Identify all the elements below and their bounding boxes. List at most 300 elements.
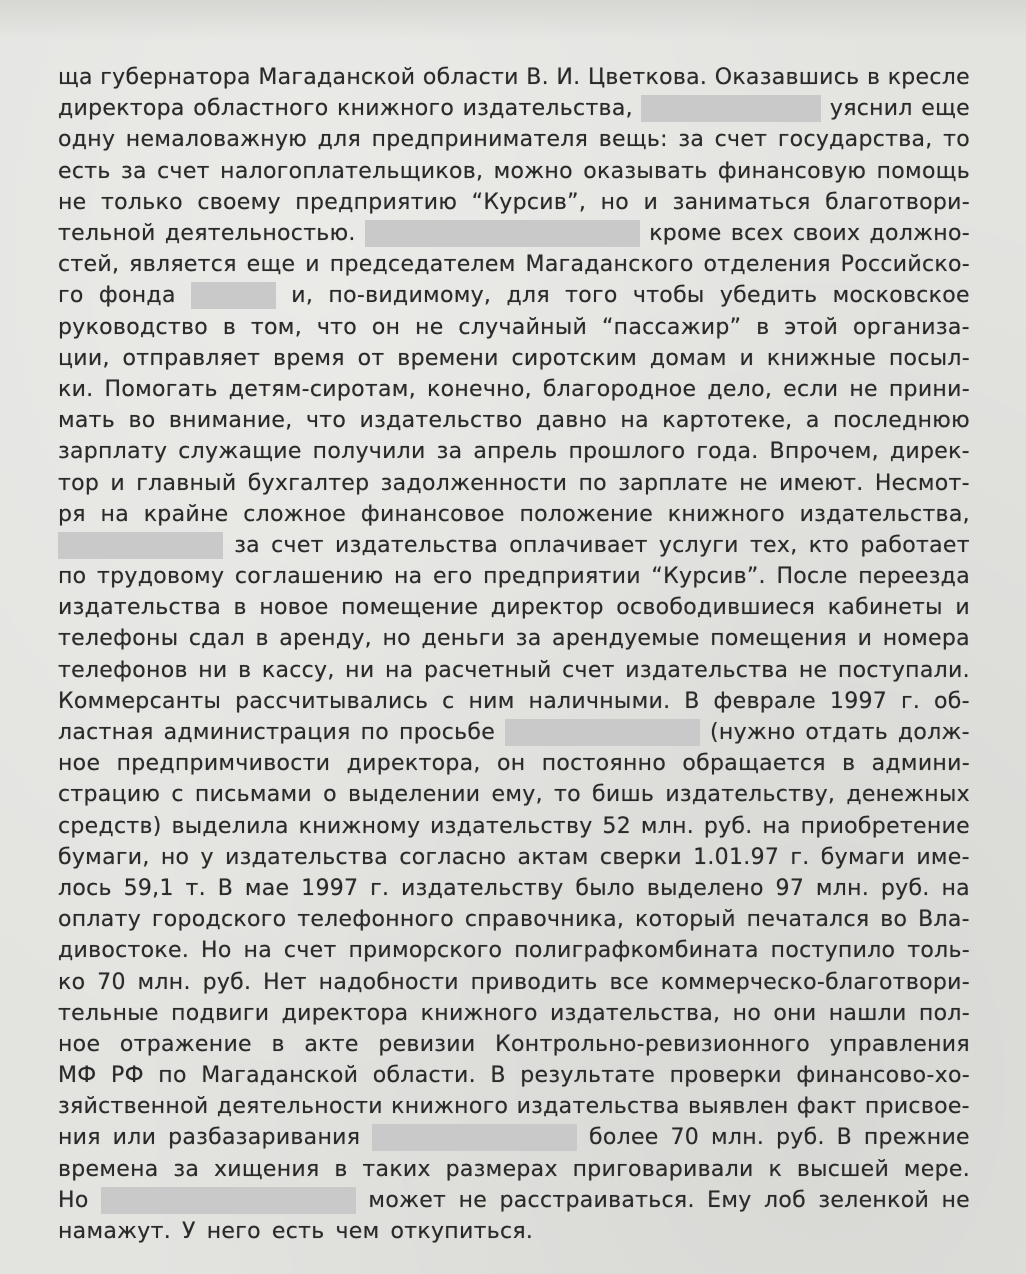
word: на	[243, 938, 273, 964]
word: млн.	[137, 969, 191, 995]
word: МФ	[58, 1063, 97, 1089]
word: и	[643, 189, 659, 215]
word: нашли	[828, 1000, 907, 1026]
word: с	[171, 782, 184, 808]
word: или	[112, 1125, 157, 1151]
word: счет	[283, 938, 337, 964]
word: ко	[58, 969, 86, 995]
word: ща	[58, 65, 93, 91]
redaction-block	[101, 1187, 356, 1214]
word: от	[357, 345, 385, 371]
word: то	[554, 782, 581, 808]
word: не	[458, 1187, 488, 1213]
word: фонда	[98, 283, 176, 309]
text-line	[58, 873, 970, 904]
word: приобретение	[800, 813, 970, 839]
word: немаловажную	[125, 127, 308, 153]
word: крайне	[143, 501, 229, 527]
word: можно	[493, 158, 573, 184]
word: приводить	[470, 969, 598, 995]
word: оплату	[58, 907, 142, 933]
word: 52	[602, 813, 632, 839]
word: издательства,	[462, 96, 633, 122]
word: во	[128, 408, 156, 434]
word: директора,	[346, 751, 481, 777]
word: на	[620, 408, 649, 434]
word: телефонов	[58, 657, 188, 683]
word: этой	[784, 314, 839, 340]
word: Оказавшись	[714, 65, 860, 91]
word: издательству	[401, 875, 564, 901]
word: Впрочем,	[769, 439, 879, 465]
word: тор	[58, 470, 100, 496]
word: высшей	[796, 1156, 890, 1182]
text-line	[58, 218, 970, 249]
word: приговаривали	[572, 1156, 754, 1182]
word: отделения	[703, 252, 831, 278]
word: актам	[517, 844, 589, 870]
word: переезда	[858, 564, 970, 590]
word: кресле	[887, 65, 970, 91]
word: прежние	[863, 1125, 970, 1151]
word: книжного	[391, 1094, 509, 1120]
word: ревизии	[378, 1031, 476, 1057]
word: деятельности	[216, 1094, 383, 1120]
word: служащие	[178, 439, 302, 465]
word: издательства	[625, 657, 789, 683]
redaction-block	[58, 532, 223, 559]
word: надобности	[318, 969, 459, 995]
word: председателем	[329, 252, 516, 278]
word: а	[805, 408, 820, 434]
word: Нет	[263, 969, 307, 995]
word: но	[732, 1000, 762, 1026]
word: бухгалтер	[247, 470, 370, 496]
text-line	[58, 935, 970, 966]
word: бумаги	[820, 844, 906, 870]
word: соглашению	[234, 564, 384, 590]
text-line	[58, 93, 970, 124]
word: губернатора	[100, 65, 251, 91]
word: тельные	[58, 1000, 159, 1026]
word: чем	[335, 1219, 380, 1245]
word: “Курсив”.	[651, 564, 766, 590]
word: давно	[535, 408, 607, 434]
word: размерах	[445, 1156, 558, 1182]
word: зарплате	[618, 470, 729, 496]
word: письмами	[194, 782, 313, 808]
word: издательства	[335, 532, 499, 558]
word: постоянно	[541, 751, 667, 777]
word: в	[255, 626, 269, 652]
word: и	[739, 345, 755, 371]
word: денежных	[846, 782, 970, 808]
word: своих	[792, 221, 861, 247]
word: помощь	[876, 158, 970, 184]
word: по	[360, 720, 390, 746]
word: новое	[259, 595, 329, 621]
word: аренду,	[279, 626, 372, 652]
word: просьбе	[399, 720, 496, 746]
word: его	[433, 564, 473, 590]
word: деятельностью.	[164, 221, 356, 247]
word: кто	[808, 532, 850, 558]
word: толь-	[907, 938, 970, 964]
word: прини-	[888, 376, 970, 402]
word: книжные	[766, 345, 877, 371]
word: стей,	[58, 252, 120, 278]
word: проверки	[669, 1063, 782, 1089]
word: выделено	[646, 875, 764, 901]
word: мере.	[903, 1156, 970, 1182]
word: в	[233, 595, 247, 621]
word: млн.	[710, 1125, 765, 1151]
word: не	[798, 657, 828, 683]
text-line	[58, 249, 970, 280]
text-line	[58, 343, 970, 374]
word: хищения	[213, 1156, 320, 1182]
word: убедить	[719, 283, 818, 309]
word: года.	[696, 439, 759, 465]
word: расстраиваться.	[499, 1187, 695, 1213]
word: ря	[58, 501, 86, 527]
word: (нужно	[710, 720, 796, 746]
word: ни	[345, 657, 375, 683]
word: откупиться.	[390, 1219, 534, 1245]
word: “Курсив”,	[471, 189, 587, 215]
word: ему,	[491, 782, 543, 808]
word: мать	[58, 408, 116, 434]
word: который	[635, 907, 736, 933]
word: не	[415, 314, 444, 340]
text-line	[58, 998, 970, 1029]
word: 70	[670, 1125, 700, 1151]
word: Магаданской	[201, 1063, 359, 1089]
word: Но	[201, 938, 232, 964]
word: Цветкова.	[587, 65, 708, 91]
word: издательству,	[665, 782, 836, 808]
word: не	[941, 1187, 970, 1213]
word: отдать	[805, 720, 888, 746]
word: только	[101, 189, 183, 215]
word: помещения	[710, 626, 848, 652]
word: факт	[796, 1094, 857, 1120]
word: Магаданского	[525, 252, 694, 278]
word: картотеке,	[662, 408, 793, 434]
word: времени	[397, 345, 499, 371]
word: по	[578, 470, 607, 496]
word: 1997	[829, 688, 888, 714]
word: приморского	[348, 938, 503, 964]
word: 59,1	[123, 875, 174, 901]
word: руб.	[703, 813, 753, 839]
word: организа-	[852, 314, 970, 340]
word: Помогать	[104, 376, 218, 402]
word: РФ	[111, 1063, 144, 1089]
text-line	[58, 1060, 970, 1091]
word: если	[783, 376, 839, 402]
word: арендуемые	[552, 626, 700, 652]
word: книжного	[420, 1000, 538, 1026]
word: В.	[526, 65, 549, 91]
word: налогоплательщиков,	[220, 158, 484, 184]
word: главный	[136, 470, 237, 496]
word: есть	[271, 1219, 325, 1245]
word: что	[305, 408, 347, 434]
word: расчетный	[423, 657, 552, 683]
word: Российско-	[840, 252, 970, 278]
text-line	[58, 405, 970, 436]
word: мае	[244, 875, 290, 901]
word: ное	[58, 751, 101, 777]
word: ки.	[58, 376, 94, 402]
text-line	[58, 280, 970, 311]
word: После	[776, 564, 848, 590]
word: директора	[58, 96, 185, 122]
text-line	[58, 904, 970, 935]
word: и	[857, 626, 873, 652]
word: дело,	[707, 376, 773, 402]
word: г.	[370, 875, 390, 901]
word: намажут.	[58, 1219, 171, 1245]
word: име-	[916, 844, 970, 870]
word: конечно,	[427, 376, 532, 402]
word: разбазаривания	[168, 1125, 361, 1151]
word: посыл-	[888, 345, 970, 371]
word: может	[368, 1187, 447, 1213]
word: выделила	[171, 813, 289, 839]
redaction-block	[191, 282, 276, 309]
word: было	[575, 875, 636, 901]
word: всех	[730, 221, 784, 247]
word: выявлен	[687, 1094, 789, 1120]
word: к	[768, 1156, 783, 1182]
word: благородное	[542, 376, 697, 402]
word: ни	[198, 657, 228, 683]
word: Вла-	[918, 907, 970, 933]
scan-shadow	[0, 0, 1026, 40]
word: лось	[58, 875, 112, 901]
word: отражение	[119, 1031, 252, 1057]
word: т.	[185, 875, 206, 901]
word: Но	[58, 1187, 89, 1213]
text-line	[58, 811, 970, 842]
word: времена	[58, 1156, 159, 1182]
word: тельной	[58, 221, 156, 247]
word: г.	[900, 688, 921, 714]
word: печатался	[746, 907, 870, 933]
word: “пассажир”	[601, 314, 742, 340]
word: того	[565, 283, 618, 309]
word: го	[58, 283, 84, 309]
word: сверки	[599, 844, 682, 870]
word: помещение	[341, 595, 479, 621]
article-body	[58, 62, 970, 1247]
redaction-block	[505, 719, 700, 746]
word: в	[334, 1156, 348, 1182]
text-line	[58, 1122, 970, 1153]
word: за	[234, 532, 260, 558]
word: администрация	[163, 720, 351, 746]
word: издательства	[516, 1094, 680, 1120]
word: 70	[97, 969, 126, 995]
word: счет	[714, 127, 768, 153]
text-line	[58, 966, 970, 997]
word: не	[739, 470, 768, 496]
word: в	[222, 314, 237, 340]
word: счет	[157, 158, 210, 184]
word: тех,	[749, 532, 798, 558]
word: для	[506, 283, 550, 309]
word: долж-	[897, 720, 970, 746]
word: зарплату	[58, 439, 168, 465]
word: и,	[291, 283, 314, 309]
word: уяснил	[829, 96, 913, 122]
redaction-block	[372, 1124, 577, 1151]
word: таких	[362, 1156, 431, 1182]
word: и	[305, 252, 320, 278]
word: еще	[246, 252, 296, 278]
text-line	[58, 1185, 970, 1216]
text-line	[58, 1154, 970, 1185]
word: услуги	[658, 532, 739, 558]
word: 1.01.97	[693, 844, 780, 870]
text-line	[58, 187, 970, 218]
word: зяйственной	[58, 1094, 209, 1120]
word: директора	[281, 1000, 409, 1026]
word: феврале	[713, 688, 817, 714]
text-line	[58, 374, 970, 405]
word: московское	[832, 283, 970, 309]
text-line	[58, 561, 970, 592]
word: В	[217, 875, 234, 901]
word: вещь:	[598, 127, 668, 153]
word: книжному	[298, 813, 421, 839]
word: на	[762, 813, 791, 839]
redaction-block	[365, 220, 640, 247]
word: для	[317, 127, 362, 153]
redaction-block	[641, 95, 821, 122]
text-line	[58, 1029, 970, 1060]
word: издательства	[225, 844, 389, 870]
word: еще	[921, 96, 970, 122]
word: городского	[151, 907, 287, 933]
word: Несмот-	[874, 470, 970, 496]
word: ластная	[58, 720, 154, 746]
word: но	[160, 844, 190, 870]
word: в	[842, 751, 856, 777]
word: руководство	[58, 314, 209, 340]
word: более	[588, 1125, 659, 1151]
word: коммерческо-благотвори-	[660, 969, 970, 995]
word: получили	[312, 439, 426, 465]
word: Ему	[707, 1187, 752, 1213]
word: Магаданской	[258, 65, 416, 91]
word: последнюю	[833, 408, 970, 434]
word: директор	[490, 595, 604, 621]
word: областного	[193, 96, 329, 122]
word: наличными.	[528, 688, 671, 714]
text-line	[58, 779, 970, 810]
word: телефоны	[58, 626, 179, 652]
word: поступило	[770, 938, 896, 964]
word: руб.	[202, 969, 252, 995]
word: апрель	[473, 439, 558, 465]
word: и	[955, 595, 970, 621]
word: ции,	[58, 345, 110, 371]
word: не	[58, 189, 87, 215]
word: 97	[775, 875, 805, 901]
word: издательства,	[550, 1000, 721, 1026]
word: В	[490, 1063, 506, 1089]
word: обращается	[682, 751, 826, 777]
word: за	[436, 439, 463, 465]
word: по	[58, 564, 87, 590]
word: трудовому	[97, 564, 225, 590]
word: все	[609, 969, 649, 995]
word: В	[684, 688, 700, 714]
word: кабинеты	[827, 595, 943, 621]
text-line	[58, 842, 970, 873]
word: дивостоке.	[58, 938, 190, 964]
word: не	[849, 376, 878, 402]
word: бумаги,	[58, 844, 150, 870]
word: счет	[562, 657, 615, 683]
word: имеют.	[779, 470, 864, 496]
word: кассу,	[261, 657, 335, 683]
text-line	[58, 312, 970, 343]
word: области	[422, 65, 519, 91]
word: предприятии	[483, 564, 641, 590]
text-line	[58, 655, 970, 686]
text-line	[58, 124, 970, 155]
word: акте	[304, 1031, 359, 1057]
word: результате	[520, 1063, 656, 1089]
word: положение	[519, 501, 654, 527]
word: В	[836, 1125, 853, 1151]
word: то	[943, 127, 970, 153]
word: есть	[58, 158, 111, 184]
word: издательство	[359, 408, 523, 434]
word: за	[515, 626, 542, 652]
word: присвое-	[864, 1094, 970, 1120]
word: финансово-хо-	[796, 1063, 970, 1089]
word: финансовую	[717, 158, 867, 184]
word: отправляет	[122, 345, 261, 371]
word: в	[238, 657, 252, 683]
word: он	[371, 314, 401, 340]
word: предприятию	[295, 189, 458, 215]
word: но	[600, 189, 630, 215]
word: по-видимому,	[328, 283, 492, 309]
word: но	[382, 626, 411, 652]
word: освободившиеся	[616, 595, 816, 621]
word: в	[756, 314, 770, 340]
word: за	[678, 127, 705, 153]
word: книжного	[337, 96, 455, 122]
word: области.	[372, 1063, 476, 1089]
word: млн.	[815, 875, 870, 901]
word: заниматься	[672, 189, 811, 215]
word: что	[316, 314, 357, 340]
word: одну	[58, 127, 116, 153]
word: рассчитывались	[235, 688, 429, 714]
word: на	[384, 657, 414, 683]
word: админи-	[871, 751, 970, 777]
word: выделении	[348, 782, 481, 808]
word: Контрольно-ревизионного	[495, 1031, 810, 1057]
word: подвиги	[171, 1000, 270, 1026]
